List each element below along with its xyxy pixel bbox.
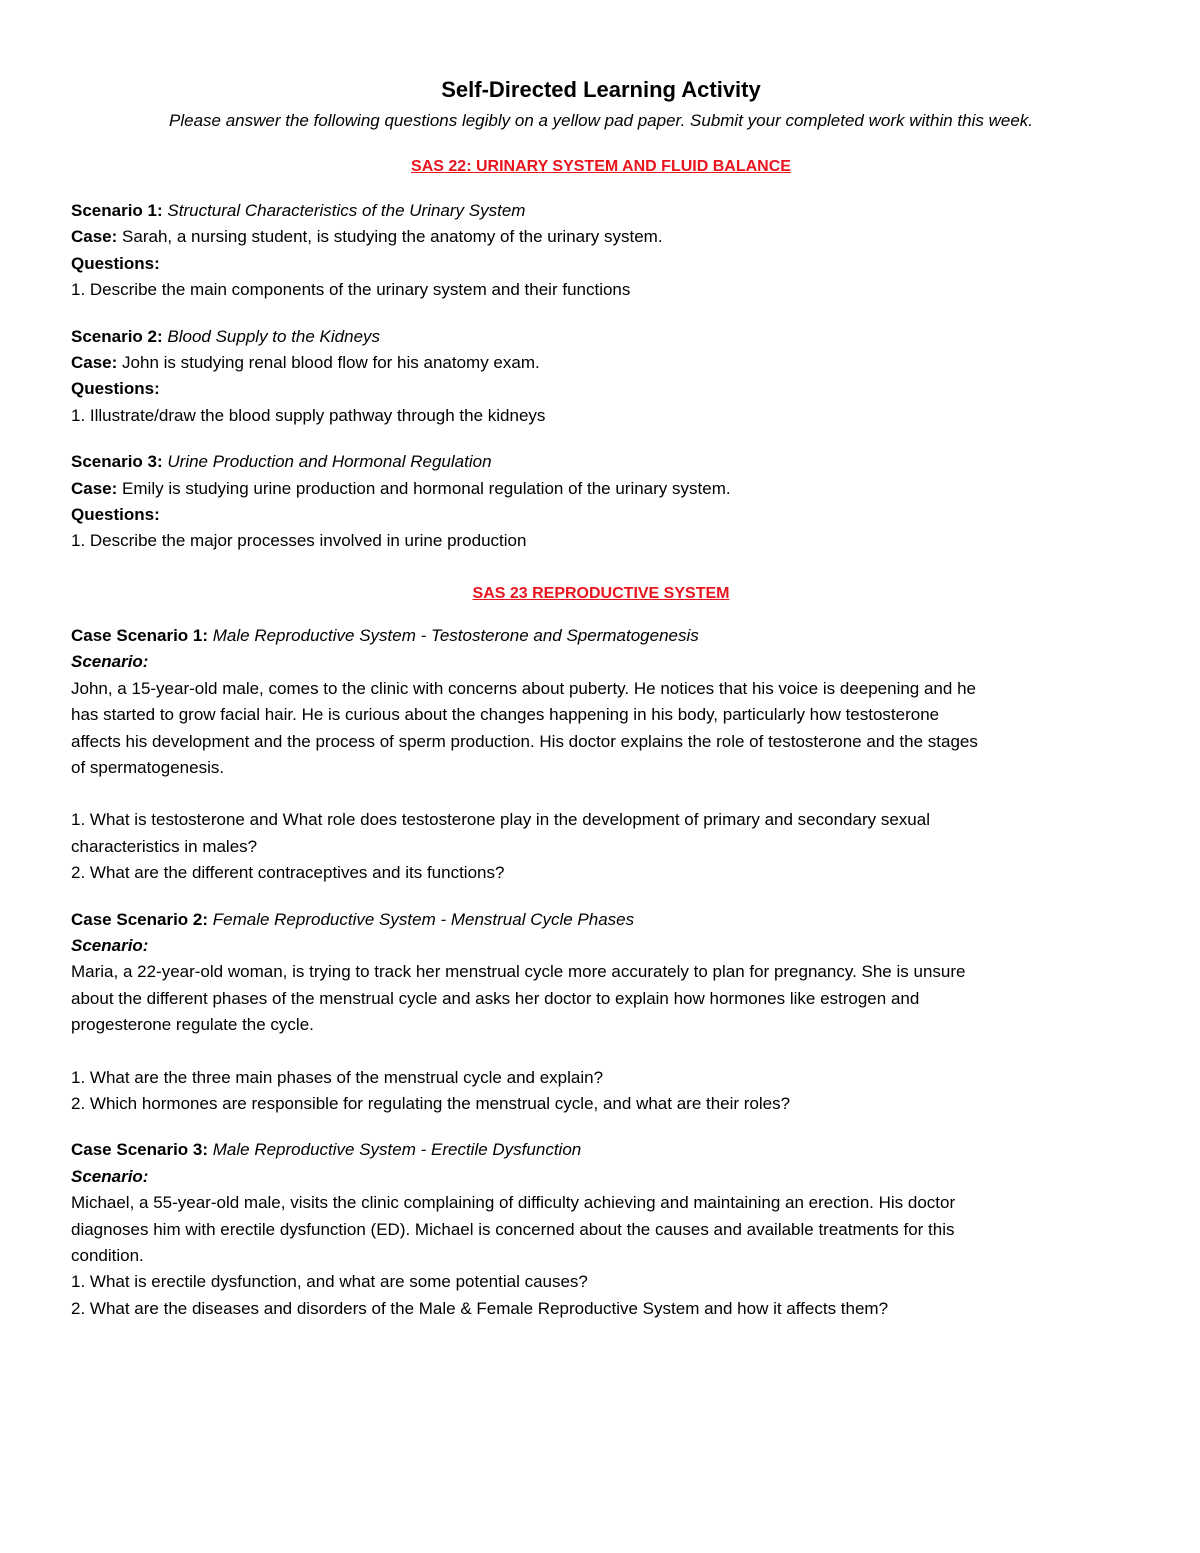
question-1-cont: characteristics in males? bbox=[71, 836, 258, 856]
sas23-case-scenario-3 bbox=[71, 1137, 1131, 1322]
questions-label: Questions: bbox=[71, 505, 160, 525]
sas22-scenario-1 bbox=[71, 198, 1131, 304]
scenario-label: Scenario: bbox=[71, 935, 149, 955]
scenario-title: Scenario 3: Urine Production and Hormonal Regulation bbox=[71, 452, 492, 472]
scenario-text-line: of spermatogenesis. bbox=[71, 757, 225, 777]
scenario-label: Scenario: bbox=[71, 1166, 149, 1186]
case-line: Case: Sarah, a nursing student, is studying the anatomy of the urinary system. bbox=[71, 227, 663, 247]
scenario-text-line: affects his development and the process of sperm production. His doctor explains the role of testosterone and the stages bbox=[71, 731, 978, 751]
case-scenario-title: Case Scenario 3: Male Reproductive System - Erectile Dysfunction bbox=[71, 1140, 582, 1160]
sas23-heading: SAS 23 REPRODUCTIVE SYSTEM bbox=[472, 584, 730, 602]
scenario-text-line: diagnoses him with erectile dysfunction (ED). Michael is concerned about the causes and available treatments for this bbox=[71, 1219, 955, 1239]
case-line: Case: John is studying renal blood flow for his anatomy exam. bbox=[71, 353, 540, 373]
scenario-text-line: Maria, a 22-year-old woman, is trying to track her menstrual cycle more accurately to plan for pregnancy. She is unsure bbox=[71, 962, 966, 982]
question-1: 1. Describe the main components of the urinary system and their functions bbox=[71, 280, 631, 300]
scenario-title: Scenario 1: Structural Characteristics of the Urinary System bbox=[71, 201, 526, 220]
case-scenario-title: Case Scenario 2: Female Reproductive System - Menstrual Cycle Phases bbox=[71, 909, 635, 929]
questions-label: Questions: bbox=[71, 379, 160, 399]
question-2: 2. What are the different contraceptives and its functions? bbox=[71, 863, 505, 883]
question-1: 1. What are the three main phases of the menstrual cycle and explain? bbox=[71, 1067, 604, 1087]
case-line: Case: Emily is studying urine production and hormonal regulation of the urinary system. bbox=[71, 478, 731, 498]
scenario-text-line: condition. bbox=[71, 1246, 144, 1265]
document-page bbox=[71, 74, 1131, 1322]
scenario-text-line: has started to grow facial hair. He is curious about the changes happening in his body, particularly how testosterone bbox=[71, 705, 940, 725]
spacer bbox=[71, 1039, 1131, 1065]
question-1: 1. What is erectile dysfunction, and what are some potential causes? bbox=[71, 1272, 588, 1292]
scenario-text-line: about the different phases of the menstrual cycle and asks her doctor to explain how hormones like estrogen and bbox=[71, 988, 920, 1008]
page-title: Self-Directed Learning Activity bbox=[441, 77, 761, 102]
sas22-scenario-3 bbox=[71, 449, 1131, 555]
spacer bbox=[71, 781, 1131, 807]
scenario-text-line: Michael, a 55-year-old male, visits the clinic complaining of difficulty achieving and maintaining an erection. His doctor bbox=[71, 1193, 956, 1213]
question-2: 2. What are the diseases and disorders of the Male & Female Reproductive System and how it affects them? bbox=[71, 1298, 889, 1318]
questions-label: Questions: bbox=[71, 253, 160, 273]
sas23-case-scenario-1 bbox=[71, 623, 1131, 887]
scenario-title: Scenario 2: Blood Supply to the Kidneys bbox=[71, 326, 381, 346]
sas23-case-scenario-2 bbox=[71, 907, 1131, 1118]
sas22-scenario-2 bbox=[71, 324, 1131, 430]
question-1: 1. What is testosterone and What role does testosterone play in the development of primary and secondary sexual bbox=[71, 810, 930, 830]
scenario-label: Scenario: bbox=[71, 652, 149, 672]
scenario-text-line: John, a 15-year-old male, comes to the clinic with concerns about puberty. He notices that his voice is deepening and he bbox=[71, 678, 976, 698]
question-1: 1. Illustrate/draw the blood supply pathway through the kidneys bbox=[71, 405, 546, 425]
question-2: 2. Which hormones are responsible for regulating the menstrual cycle, and what are their roles? bbox=[71, 1093, 791, 1113]
question-1: 1. Describe the major processes involved in urine production bbox=[71, 531, 527, 551]
case-scenario-title: Case Scenario 1: Male Reproductive System - Testosterone and Spermatogenesis bbox=[71, 625, 699, 645]
scenario-text-line: progesterone regulate the cycle. bbox=[71, 1015, 314, 1035]
instructions: Please answer the following questions legibly on a yellow pad paper. Submit your completed work within this week. bbox=[169, 111, 1033, 130]
sas22-heading: SAS 22: URINARY SYSTEM AND FLUID BALANCE bbox=[411, 158, 791, 175]
